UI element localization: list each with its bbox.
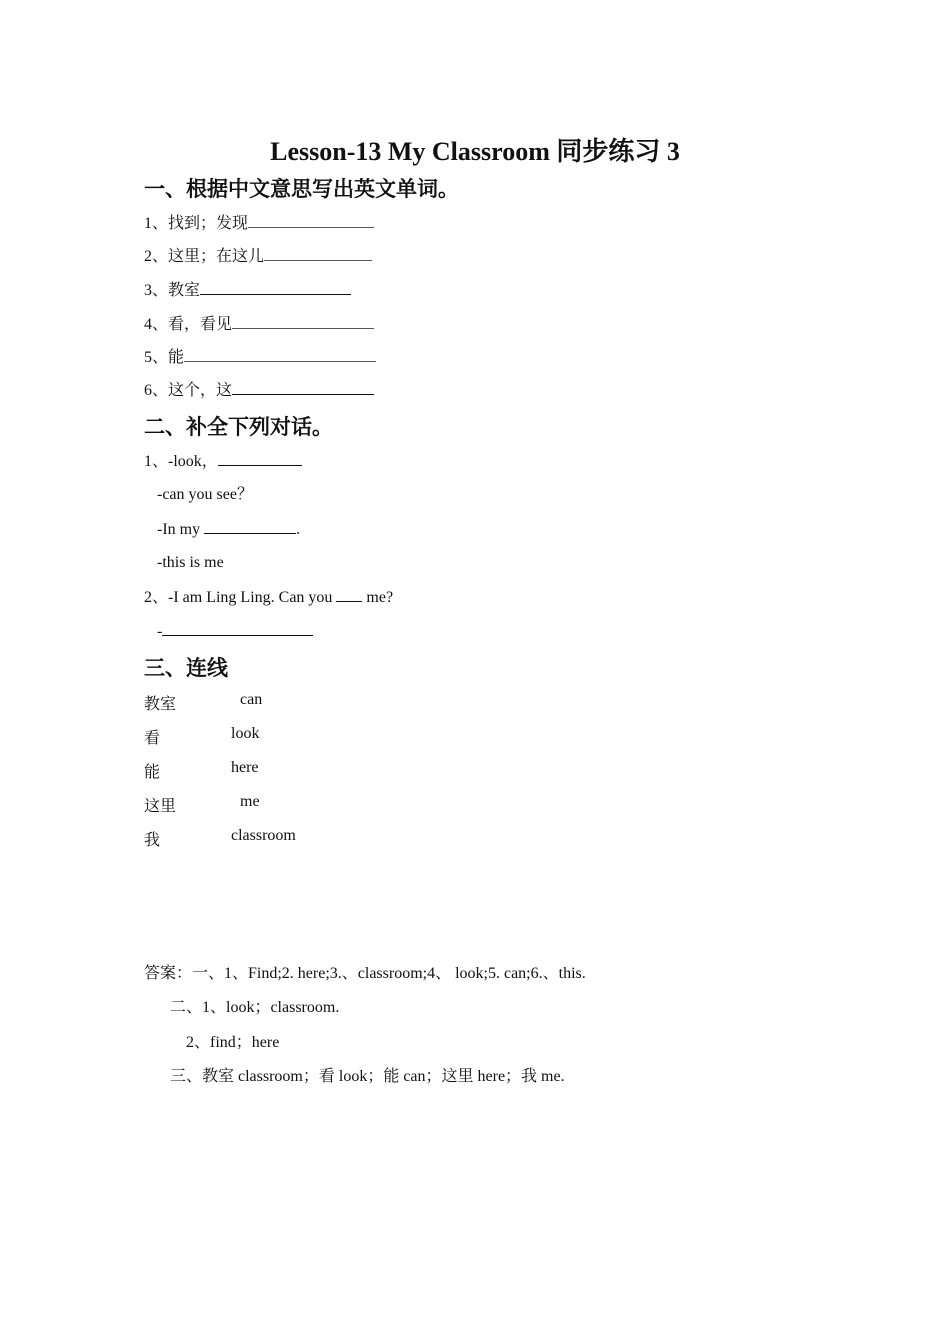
item-text: 2、这里；在这儿 [144,248,265,265]
answer-blank [184,347,376,362]
match-left-item: 看 [144,730,161,747]
match-right-item: here [231,759,259,776]
dialogue1-line4: -this is me [157,554,224,571]
answer-blank [200,280,351,295]
item-text: 5、能 [144,349,185,366]
section1-item-5 [144,347,376,368]
answer-blank [162,621,313,636]
match-left-item: 教室 [144,696,177,713]
match-left-item: 我 [144,832,161,849]
dialogue-text: me? [362,589,394,606]
answer-key-line3: 2、find；here [186,1034,280,1051]
item-text: 6、这个，这 [144,382,233,399]
match-left-item: 能 [144,764,161,781]
dialogue2-line2 [157,621,313,642]
answer-blank [232,380,374,395]
answer-blank [248,213,374,228]
answer-key-line1: 答案：一、1、Find;2. here;3.、classroom;4、 look;5. can;6.、this. [144,965,586,982]
match-right-item: classroom [231,827,296,844]
section1-heading: 一、根据中文意思写出英文单词。 [144,177,459,201]
dialogue-text: -In my [157,521,205,538]
section1-item-1 [144,213,374,234]
match-right-item: me [240,793,260,810]
item-text: 4、看，看见 [144,316,233,333]
section1-item-3 [144,280,351,301]
answer-key-line2: 二、1、look；classroom. [170,999,340,1016]
answer-blank [264,246,372,261]
section1-item-2 [144,246,372,267]
dialogue1-line3 [157,519,300,540]
answer-blank [218,451,302,466]
answer-key-line4: 三、教室 classroom；看 look；能 can；这里 here；我 me. [170,1068,565,1085]
dialogue1-line1 [144,451,302,472]
dialogue-text: - [157,623,163,640]
match-right-item: can [240,691,263,708]
dialogue1-line2: -can you see？ [157,486,253,503]
answer-blank [204,519,296,534]
section3-heading: 三、连线 [144,656,228,680]
page-title: Lesson-13 My Classroom 同步练习 3 [270,137,680,166]
section1-item-6 [144,380,374,401]
dialogue-text: 1、-look， [144,453,218,470]
match-right-item: look [231,725,260,742]
answer-blank [232,314,374,329]
section2-heading: 二、补全下列对话。 [144,415,333,439]
dialogue-text: 2、-I am Ling Ling. Can you [144,589,337,606]
answer-blank [336,587,362,602]
dialogue-text: . [296,521,301,538]
item-text: 1、找到；发现 [144,215,249,232]
section1-item-4 [144,314,374,335]
item-text: 3、教室 [144,282,201,299]
match-left-item: 这里 [144,798,177,815]
dialogue2-line1 [144,587,393,608]
